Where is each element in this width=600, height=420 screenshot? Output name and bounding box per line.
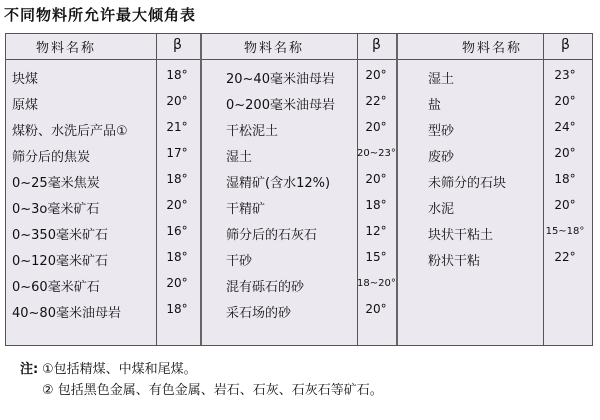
footnote-label: 注: xyxy=(20,362,39,377)
table-row xyxy=(398,246,592,271)
footnote-text: ② 包括黑色金属、有色金属、岩石、石灰、石灰石等矿石。 xyxy=(42,383,383,398)
table-row xyxy=(202,298,396,323)
material-name: 粉状干粘 xyxy=(428,254,481,269)
header-material-name: 物料名称 xyxy=(36,41,97,56)
material-name: 块状干粘土 xyxy=(428,228,494,243)
material-name: 湿土 xyxy=(226,150,253,165)
angle-value: 18° xyxy=(554,172,576,186)
table-row xyxy=(6,90,200,115)
angle-value: 20° xyxy=(365,172,387,186)
table-row xyxy=(202,194,396,219)
table-row xyxy=(202,142,396,167)
angle-value: 17° xyxy=(166,146,188,160)
angle-value: 20° xyxy=(554,146,576,160)
header-beta: β xyxy=(173,37,182,53)
material-name: 废砂 xyxy=(428,150,455,165)
footnote-2 xyxy=(20,380,383,401)
table-header xyxy=(398,34,592,60)
angle-value: 18° xyxy=(166,172,188,186)
angle-value: 15~18° xyxy=(545,226,585,237)
angle-value: 18° xyxy=(365,198,387,212)
angle-value: 22° xyxy=(365,94,387,108)
table-row xyxy=(6,142,200,167)
angle-value: 20° xyxy=(365,68,387,82)
angle-value: 20° xyxy=(365,120,387,134)
angle-value: 20° xyxy=(554,198,576,212)
table-row xyxy=(398,168,592,193)
table-header xyxy=(202,34,396,60)
angle-value: 20° xyxy=(365,302,387,316)
angle-value: 20° xyxy=(554,94,576,108)
header-material-name: 物料名称 xyxy=(462,41,523,56)
material-angle-table xyxy=(5,33,593,346)
material-name: 0~60毫米矿石 xyxy=(12,280,100,295)
table-row xyxy=(202,272,396,297)
table-header xyxy=(6,34,200,60)
angle-value: 18~20° xyxy=(357,278,396,289)
angle-value: 16° xyxy=(166,224,188,238)
material-name: 水泥 xyxy=(428,202,455,217)
material-name: 干砂 xyxy=(226,254,253,269)
table-row xyxy=(202,220,396,245)
header-beta: β xyxy=(372,37,381,53)
angle-value: 20° xyxy=(166,94,188,108)
material-name: 0~120毫米矿石 xyxy=(12,254,108,269)
material-name: 0~25毫米焦炭 xyxy=(12,176,100,191)
angle-value: 18° xyxy=(166,68,188,82)
table-panel-1 xyxy=(6,34,202,345)
table-row xyxy=(6,298,200,323)
material-name: 0~350毫米矿石 xyxy=(12,228,108,243)
table-row xyxy=(6,220,200,245)
angle-value: 21° xyxy=(166,120,188,134)
material-name: 湿土 xyxy=(428,72,455,87)
material-name: 筛分后的焦炭 xyxy=(12,150,91,165)
table-panel-3 xyxy=(398,34,592,345)
angle-value: 20~23° xyxy=(357,148,396,159)
table-row xyxy=(398,64,592,89)
table-row xyxy=(6,116,200,141)
table-row xyxy=(6,168,200,193)
table-row xyxy=(398,142,592,167)
angle-value: 18° xyxy=(166,250,188,264)
table-row xyxy=(6,246,200,271)
material-name: 块煤 xyxy=(12,72,39,87)
table-row xyxy=(6,272,200,297)
header-beta: β xyxy=(561,37,570,53)
angle-value: 24° xyxy=(554,120,576,134)
header-material-name: 物料名称 xyxy=(244,41,305,56)
material-name: 采石场的砂 xyxy=(226,306,292,321)
material-name: 干精矿 xyxy=(226,202,266,217)
table-row xyxy=(202,90,396,115)
material-name: 筛分后的石灰石 xyxy=(226,228,318,243)
material-name: 湿精矿(含水12%) xyxy=(226,176,331,191)
material-name: 未筛分的石块 xyxy=(428,176,507,191)
table-row xyxy=(202,168,396,193)
angle-value: 20° xyxy=(166,276,188,290)
material-name: 20~40毫米油母岩 xyxy=(226,72,335,87)
table-row xyxy=(202,116,396,141)
material-name: 干松泥土 xyxy=(226,124,279,139)
angle-value: 12° xyxy=(365,224,387,238)
table-row xyxy=(398,194,592,219)
angle-value: 22° xyxy=(554,250,576,264)
table-panel-2 xyxy=(202,34,398,345)
material-name: 0~200毫米油母岩 xyxy=(226,98,335,113)
table-row xyxy=(398,116,592,141)
table-row xyxy=(6,64,200,89)
angle-value: 23° xyxy=(554,68,576,82)
footnote-text: ①包括精煤、中煤和尾煤。 xyxy=(42,362,197,377)
page-title: 不同物料所允许最大倾角表 xyxy=(4,6,197,24)
material-name: 煤粉、水洗后产品① xyxy=(12,124,128,139)
material-name: 原煤 xyxy=(12,98,39,113)
footnotes xyxy=(20,359,383,401)
material-name: 40~80毫米油母岩 xyxy=(12,306,121,321)
angle-value: 18° xyxy=(166,302,188,316)
material-name: 盐 xyxy=(428,98,442,113)
footnote-1 xyxy=(20,359,383,380)
table-row xyxy=(202,246,396,271)
angle-value: 15° xyxy=(365,250,387,264)
angle-value: 20° xyxy=(166,198,188,212)
table-row xyxy=(6,194,200,219)
material-name: 0~3o毫米矿石 xyxy=(12,202,100,217)
material-name: 型砂 xyxy=(428,124,455,139)
table-row xyxy=(398,220,592,245)
table-row xyxy=(202,64,396,89)
table-row xyxy=(398,90,592,115)
material-name: 混有砾石的砂 xyxy=(226,280,305,295)
